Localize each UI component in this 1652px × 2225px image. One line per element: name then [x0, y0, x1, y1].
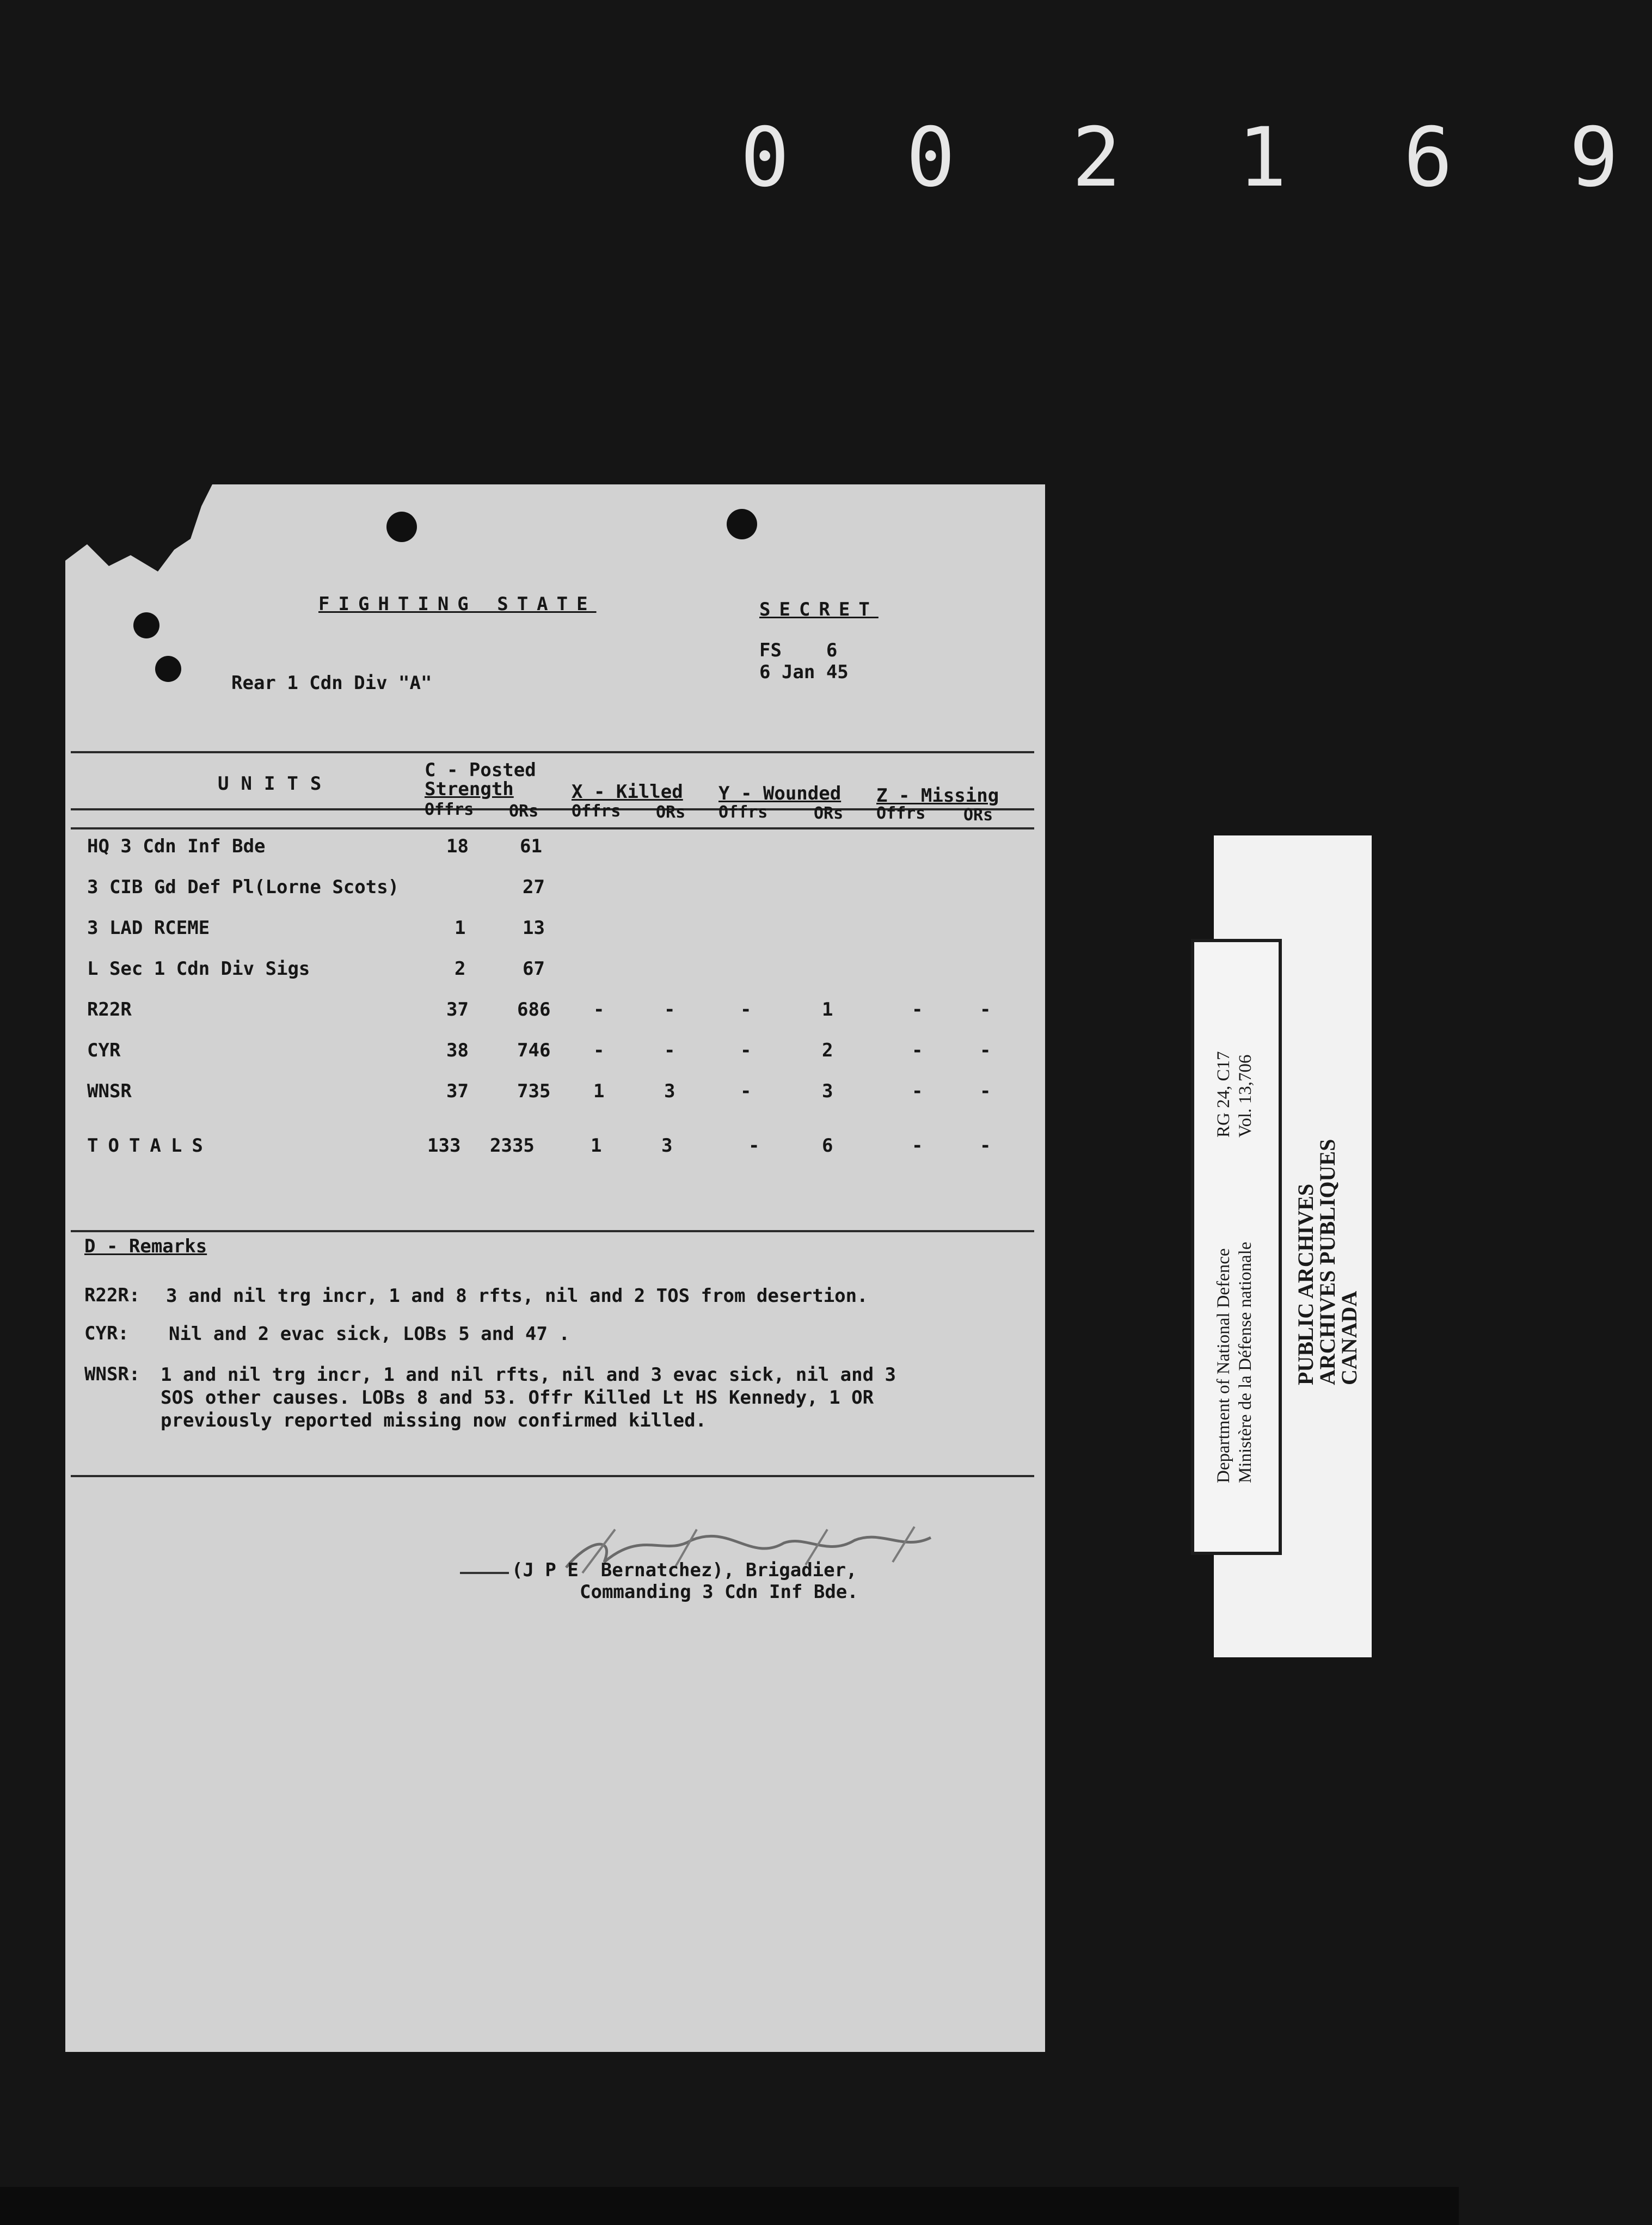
- cell-c-offrs: 37: [446, 1080, 469, 1102]
- document-title: FIGHTING STATE: [318, 593, 597, 615]
- archive-ref-rg: RG 24, C17: [1214, 1051, 1233, 1138]
- table-row: [65, 999, 1045, 1031]
- signature-line-stroke: [460, 1572, 509, 1574]
- archive-dept-en: Department of National Defence: [1214, 1248, 1233, 1483]
- cell-z-ors: -: [980, 1080, 991, 1102]
- document-date: 6 Jan 45: [759, 661, 849, 683]
- unit-name: R22R: [87, 999, 132, 1021]
- classification: SECRET: [759, 599, 879, 620]
- remark-text: 3 and nil trg incr, 1 and 8 rfts, nil and 2 TOS from desertion.: [166, 1285, 868, 1307]
- torn-corner: [65, 484, 212, 577]
- header-bottom-rule: [71, 827, 1034, 829]
- unit-name: WNSR: [87, 1080, 132, 1102]
- cell-c-ors: 686: [517, 999, 551, 1021]
- table-row: [65, 835, 1045, 868]
- form-reference: FS 6: [759, 640, 838, 661]
- frame-number: 0 0 2 1 6 9: [740, 110, 1652, 205]
- header-missing: Z - Missing: [876, 785, 999, 807]
- cell-z-ors: -: [980, 1040, 991, 1061]
- cell-c-ors: 27: [523, 876, 545, 898]
- unit-name: CYR: [87, 1040, 121, 1061]
- sub-ors-x: ORs: [656, 803, 686, 822]
- sub-offrs-y: Offrs: [718, 803, 768, 822]
- cell-z-ors: -: [980, 999, 991, 1021]
- archive-name-fr: ARCHIVES PUBLIQUES: [1315, 1139, 1340, 1385]
- remark-text: 1 and nil trg incr, 1 and nil rfts, nil and 3 evac sick, nil and 3 SOS other causes. LOBs 8 and 53. Offr Killed Lt HS Kennedy, 1 OR previously reported missing now confirmed killed.: [161, 1364, 896, 1431]
- total-c-offrs: 133: [427, 1135, 461, 1157]
- table-row: [65, 876, 1045, 909]
- formation: Rear 1 Cdn Div "A": [231, 672, 432, 694]
- header-strength: Strength: [425, 778, 514, 800]
- remarks-bottom-rule: [71, 1475, 1034, 1477]
- cell-c-offrs: 1: [455, 917, 466, 939]
- remarks-heading: D - Remarks: [84, 1236, 207, 1257]
- cell-c-ors: 735: [517, 1080, 551, 1102]
- cell-c-ors: 67: [523, 958, 545, 980]
- cell-c-offrs: 18: [446, 835, 469, 857]
- cell-c-offrs: 2: [455, 958, 466, 980]
- cell-y-ors: 3: [822, 1080, 833, 1102]
- total-x-ors: 3: [661, 1135, 673, 1157]
- sub-ors-c: ORs: [509, 802, 539, 821]
- total-x-offrs: 1: [591, 1135, 602, 1157]
- signature-name: (J P E Bernatchez), Brigadier,: [512, 1559, 857, 1581]
- total-y-ors: 6: [822, 1135, 833, 1157]
- unit-name: 3 LAD RCEME: [87, 917, 210, 939]
- remark-text: Nil and 2 evac sick, LOBs 5 and 47 .: [169, 1323, 570, 1345]
- sub-offrs-x: Offrs: [572, 802, 621, 821]
- header-units: UNITS: [218, 773, 334, 795]
- table-row: [65, 958, 1045, 991]
- signature-title: Commanding 3 Cdn Inf Bde.: [580, 1581, 858, 1603]
- cell-x-offrs: -: [593, 999, 605, 1021]
- header-killed: X - Killed: [572, 781, 683, 803]
- archive-dept-fr: Ministère de la Défense nationale: [1236, 1241, 1255, 1483]
- cell-y-offrs: -: [740, 1040, 752, 1061]
- totals-row: [65, 1135, 1045, 1167]
- totals-label: TOTALS: [87, 1135, 213, 1157]
- remark-label: R22R:: [84, 1284, 140, 1306]
- punch-hole-3: [133, 612, 159, 638]
- cell-y-offrs: -: [740, 999, 752, 1021]
- cell-x-offrs: 1: [593, 1080, 605, 1102]
- remark-label: WNSR:: [84, 1363, 140, 1385]
- cell-c-offrs: 37: [446, 999, 469, 1021]
- table-row: [65, 1080, 1045, 1113]
- punch-hole-4: [155, 656, 181, 682]
- cell-c-ors: 13: [523, 917, 545, 939]
- unit-name: 3 CIB Gd Def Pl(Lorne Scots): [87, 876, 400, 898]
- cell-y-ors: 2: [822, 1040, 833, 1061]
- sub-offrs-z: Offrs: [876, 804, 926, 823]
- header-wounded: Y - Wounded: [718, 783, 842, 804]
- unit-name: L Sec 1 Cdn Div Sigs: [87, 958, 310, 980]
- cell-c-ors: 61: [520, 835, 542, 857]
- sub-ors-z: ORs: [963, 806, 993, 825]
- archive-country: CANADA: [1337, 1290, 1361, 1385]
- table-bottom-rule: [71, 1230, 1034, 1232]
- total-z-offrs: -: [912, 1135, 923, 1157]
- sub-offrs-c: Offrs: [425, 800, 474, 819]
- remark-label: CYR:: [84, 1323, 129, 1344]
- sub-ors-y: ORs: [814, 804, 844, 823]
- archive-ref-vol: Vol. 13,706: [1236, 1054, 1255, 1138]
- document-page: [65, 484, 1045, 2052]
- cell-c-offrs: 38: [446, 1040, 469, 1061]
- table-top-rule: [71, 751, 1034, 753]
- cell-z-offrs: -: [912, 999, 923, 1021]
- cell-y-ors: 1: [822, 999, 833, 1021]
- unit-name: HQ 3 Cdn Inf Bde: [87, 835, 266, 857]
- archive-name-en: PUBLIC ARCHIVES: [1293, 1183, 1318, 1385]
- cell-y-offrs: -: [740, 1080, 752, 1102]
- punch-hole-1: [386, 512, 417, 542]
- cell-x-ors: 3: [664, 1080, 675, 1102]
- table-row: [65, 1040, 1045, 1072]
- total-c-ors: 2335: [490, 1135, 535, 1157]
- cell-z-offrs: -: [912, 1080, 923, 1102]
- cell-x-ors: -: [664, 1040, 675, 1061]
- film-edge: [0, 2187, 1459, 2225]
- cell-c-ors: 746: [517, 1040, 551, 1061]
- table-row: [65, 917, 1045, 950]
- cell-z-offrs: -: [912, 1040, 923, 1061]
- total-z-ors: -: [980, 1135, 991, 1157]
- cell-x-ors: -: [664, 999, 675, 1021]
- header-posted: C - Posted: [425, 759, 536, 781]
- total-y-offrs: -: [748, 1135, 760, 1157]
- cell-x-offrs: -: [593, 1040, 605, 1061]
- punch-hole-2: [727, 509, 757, 539]
